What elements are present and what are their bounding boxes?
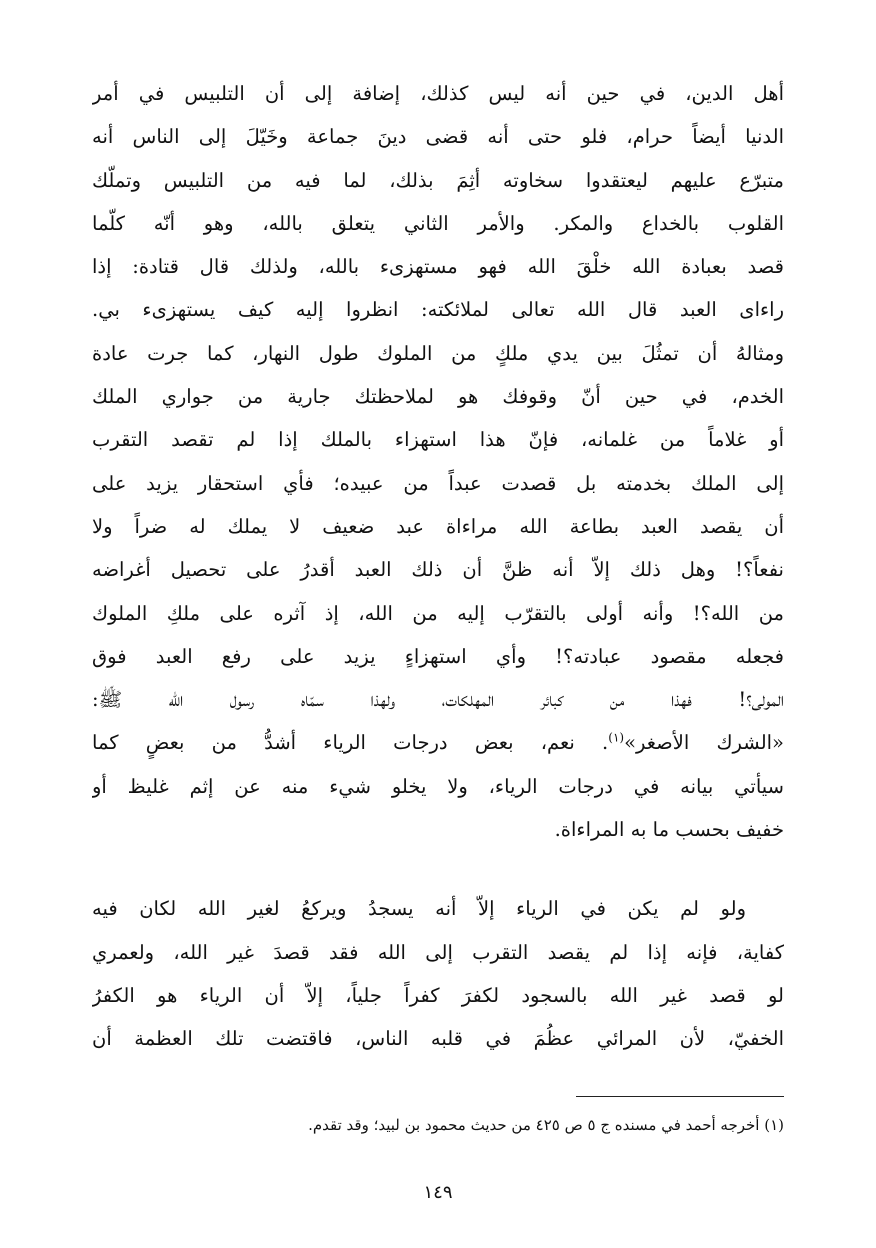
footnote	[92, 1110, 784, 1140]
paragraph-spacer	[92, 851, 784, 887]
footnote-marker: (١)	[764, 1116, 784, 1134]
book-page	[92, 72, 784, 1222]
text-line: المولى؟! فهذا من كبائر المهلكات، ولهذا سمّاه رسول الله ﷺ:	[92, 688, 784, 712]
text-line: سيأتي بيانه في درجات الرياء، ولا يخلو شيء منه عن إثم غليظ أو	[92, 774, 784, 798]
text-line: إلى الملك بخدمته بل قصدت عبداً من عبيده؛ فأي استحقار يزيد على	[92, 471, 784, 495]
text-line: ولو لم يكن في الرياء إلاّ أنه يسجدُ ويركعُ لغير الله لكان فيه	[92, 897, 746, 921]
text-line: كفاية، فإنه إذا لم يقصد التقرب إلى الله فقد قصدَ غير الله، ولعمري	[92, 940, 784, 964]
text-line: نفعاً؟! وهل ذلك إلاّ أنه ظنَّ أن ذلك العبد أقدرُ على تحصيل أغراضه	[92, 558, 784, 582]
text-line: الخفيّ، لأن المرائي عظُمَ في قلبه الناس، فاقتضت تلك العظمة أن	[92, 1027, 784, 1051]
text-line: أن يقصد العبد بطاعة الله مراءاة عبد ضعيف لا يملك له ضراً ولا	[92, 514, 784, 538]
footnote-text: أخرجه أحمد في مسنده ج ٥ ص ٤٢٥ من حديث محمود بن لبيد؛ وقد تقدم.	[308, 1116, 760, 1134]
body-paragraph-2	[92, 887, 784, 1060]
text-line: قصد بعبادة الله خلْقَ الله فهو مستهزىء بالله، ولذلك قال قتادة: إذا	[92, 255, 784, 279]
text-line: الخدم، في حين أنّ وقوفك هو لملاحظتك جارية من جواري الملك	[92, 385, 784, 409]
footnote-reference[interactable]: (١)	[608, 730, 625, 745]
text-line: أهل الدين، في حين أنه ليس كذلك، إضافة إلى أن التلبيس في أمر	[92, 82, 784, 105]
text-line: لو قصد غير الله بالسجود لكفرَ كفراً جلياً، إلاّ أن الرياء هو الكفرُ	[92, 983, 784, 1007]
text-line-with-footnote-ref	[92, 721, 784, 764]
text-line: الدنيا أيضاً حرام، فلو حتى أنه قضى دينَ جماعة وخَيّلَ إلى الناس أنه	[92, 125, 784, 149]
text-line: من الله؟! وأنه أولى بالتقرّب إليه من الله، إذ آثره على ملكِ الملوك	[92, 601, 784, 625]
page-number: ١٤٩	[423, 1182, 453, 1203]
text-line: أو غلاماً من غلمانه، فإنّ هذا استهزاء بالملك إذا لم تقصد التقرب	[92, 428, 784, 452]
text-line: متبرّع عليهم ليعتقدوا سخاوته أثِمَ بذلك، لما فيه من التلبيس وتملّك	[92, 168, 784, 192]
text-line: ومثالهُ أن تمثُلَ بين يدي ملكٍ من الملوك طول النهار، كما جرت عادة	[92, 341, 784, 365]
text-line: خفيف بحسب ما به المراءاة.	[554, 818, 784, 842]
body-paragraph-1	[92, 72, 784, 851]
line-continuation: . نعم، بعض درجات الرياء أشدُّ من بعضٍ كما	[92, 731, 609, 755]
footnote-separator	[576, 1096, 784, 1097]
text-line: القلوب بالخداع والمكر. والأمر الثاني يتعلق بالله، وهو أنّه كلّما	[92, 211, 784, 235]
text-line: راءاى العبد قال الله تعالى لملائكته: انظروا إليه كيف يستهزىء بي.	[92, 298, 784, 322]
quoted-phrase: «الشرك الأصغر»	[624, 731, 784, 755]
text-line: فجعله مقصود عبادته؟! وأي استهزاءٍ يزيد على رفع العبد فوق	[92, 644, 784, 668]
